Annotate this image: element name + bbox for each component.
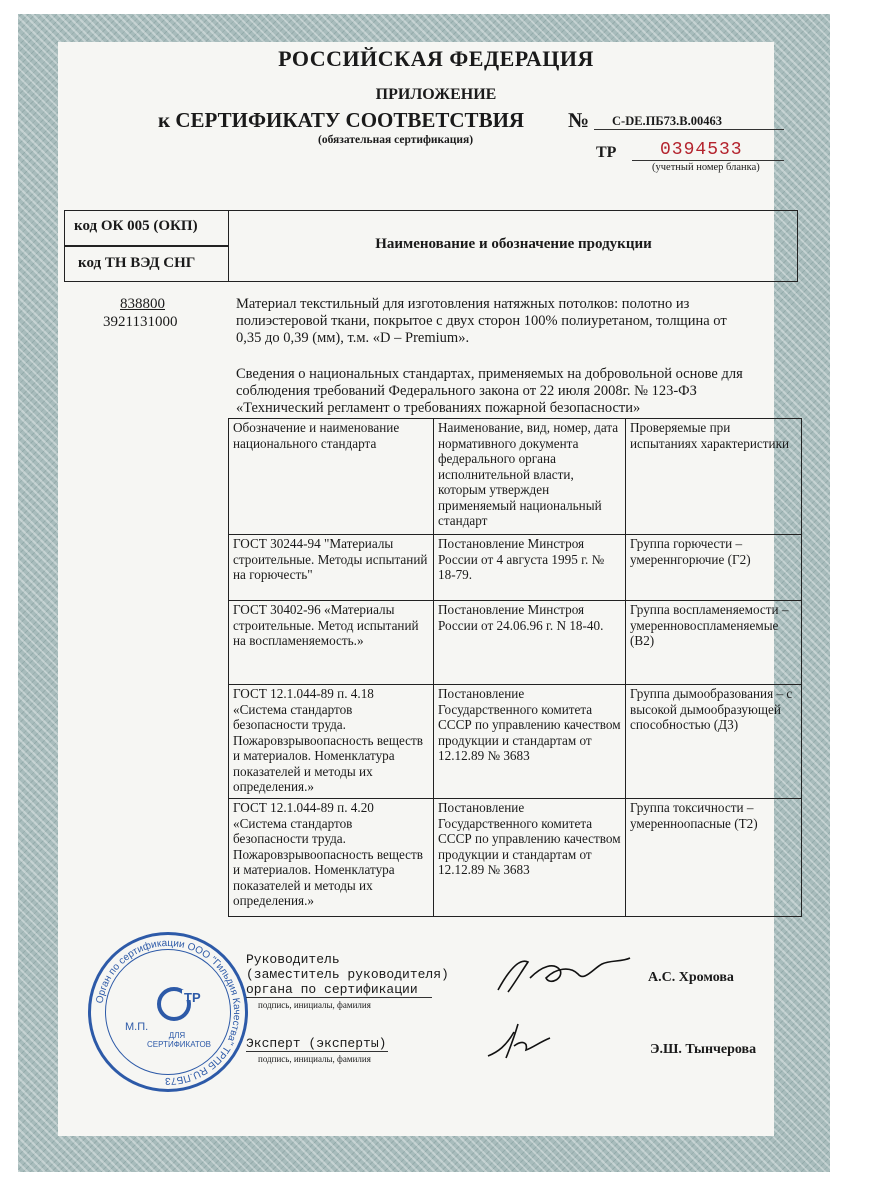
table-cell: ГОСТ 12.1.044-89 п. 4.20 «Система стандартов безопасности труда. Пожаровзрывоопасность веществ и материалов. Номенклатура показателей и методы их определения.»: [229, 799, 434, 917]
table-cell: Группа воспламеняемости – умеренновоспламеняемые (В2): [626, 601, 802, 685]
table-cell: Группа горючести – умереннгорючие (Г2): [626, 535, 802, 601]
product-name-header: Наименование и обозначение продукции: [375, 236, 652, 252]
standards-intro: [236, 366, 806, 417]
signature-caption: подпись, инициалы, фамилия: [258, 1054, 371, 1064]
table-cell: Постановление Государственного комитета СССР по управлению качеством продукции и стандартам от 12.12.89 № 3683: [434, 685, 626, 799]
table-row: [229, 535, 802, 601]
country-title: РОССИЙСКАЯ ФЕДЕРАЦИЯ: [278, 46, 594, 71]
table-cell: ГОСТ 12.1.044-89 п. 4.18 «Система стандартов безопасности труда. Пожаровзрывоопасность веществ и материалов. Номенклатура показателей и методы их определения.»: [229, 685, 434, 799]
table-cell: ГОСТ 30244-94 "Материалы строительные. Методы испытаний на горючесть": [229, 535, 434, 601]
product-description-line: 0,35 до 0,39 (мм), т.м. «D – Premium».: [236, 330, 470, 346]
certificate-number: C-DE.ПБ73.В.00463: [594, 114, 784, 130]
head-title: [246, 952, 449, 998]
okp-code-label: код ОК 005 (ОКП): [74, 218, 198, 234]
expert-name: Э.Ш. Тынчерова: [650, 1042, 757, 1057]
svg-text:Орган по сертификации ООО "Гил: Орган по сертификации ООО "Гильдия Качества" ТРПБ RU.ПБ73: [94, 937, 243, 1087]
expert-title: Эксперт (эксперты): [246, 1036, 387, 1051]
tnved-code-label: код ТН ВЭД СНГ: [78, 255, 196, 271]
table-header-cell: Наименование, вид, номер, дата нормативного документа федерального органа исполнительной власти, которым утвержден применяемый национальный стандарт: [434, 419, 626, 535]
table-header-cell: Проверяемые при испытаниях характеристики: [626, 419, 802, 535]
standards-intro-line: соблюдения требований Федерального закона от 22 июля 2008г. № 123-ФЗ: [236, 383, 697, 399]
form-number: 0394533: [632, 140, 784, 161]
table-cell: Постановление Минстроя России от 24.06.96 г. N 18-40.: [434, 601, 626, 685]
table-row: [229, 799, 802, 917]
product-description: [236, 296, 806, 347]
expert-signature: [484, 1018, 564, 1064]
number-sign: №: [568, 108, 590, 132]
tnved-code-value: 3921131000: [103, 314, 178, 330]
certificate-title: к СЕРТИФИКАТУ СООТВЕТСТВИЯ: [158, 108, 525, 132]
stamp-ring-text: [88, 932, 248, 1092]
tr-label: ТР: [596, 144, 617, 161]
table-cell: Постановление Государственного комитета СССР по управлению качеством продукции и стандартам от 12.12.89 № 3683: [434, 799, 626, 917]
head-title-line: органа по сертификации: [246, 982, 432, 998]
table-cell: ГОСТ 30402-96 «Материалы строительные. Метод испытаний на воспламеняемость.»: [229, 601, 434, 685]
standards-intro-line: Сведения о национальных стандартах, применяемых на добровольной основе для: [236, 366, 743, 382]
certification-stamp: [88, 932, 248, 1092]
product-description-line: полиэстеровой ткани, покрытое с двух сторон 100% полиуретаном, толщина от: [236, 313, 727, 329]
appendix-title: ПРИЛОЖЕНИЕ: [375, 86, 497, 103]
certification-note: (обязательная сертификация): [318, 134, 474, 146]
head-name: А.С. Хромова: [648, 970, 734, 985]
form-number-note: (учетный номер бланка): [652, 162, 760, 173]
table-cell: Группа дымообразования – с высокой дымообразующей способностью (Д3): [626, 685, 802, 799]
table-cell: Постановление Минстроя России от 4 августа 1995 г. № 18-79.: [434, 535, 626, 601]
table-header-row: [229, 419, 802, 535]
product-description-line: Материал текстильный для изготовления натяжных потолков: полотно из: [236, 296, 690, 312]
stamp-mp: М.П.: [125, 1021, 149, 1033]
standards-table: [228, 418, 802, 917]
table-header-cell: Обозначение и наименование национального стандарта: [229, 419, 434, 535]
head-title-line: Руководитель: [246, 952, 340, 967]
okp-code-value: 838800: [120, 296, 165, 312]
head-signature: [490, 948, 640, 998]
signature-caption: подпись, инициалы, фамилия: [258, 1000, 371, 1010]
svg-text:ТР: ТР: [184, 990, 201, 1005]
table-cell: Группа токсичности – умеренноопасные (Т2): [626, 799, 802, 917]
standards-intro-line: «Технический регламент о требованиях пожарной безопасности»: [236, 400, 641, 416]
table-row: [229, 601, 802, 685]
head-title-line: (заместитель руководителя): [246, 967, 449, 982]
stamp-center-text: ДЛЯ СЕРТИФИКАТОВ: [147, 1031, 212, 1049]
table-row: [229, 685, 802, 799]
